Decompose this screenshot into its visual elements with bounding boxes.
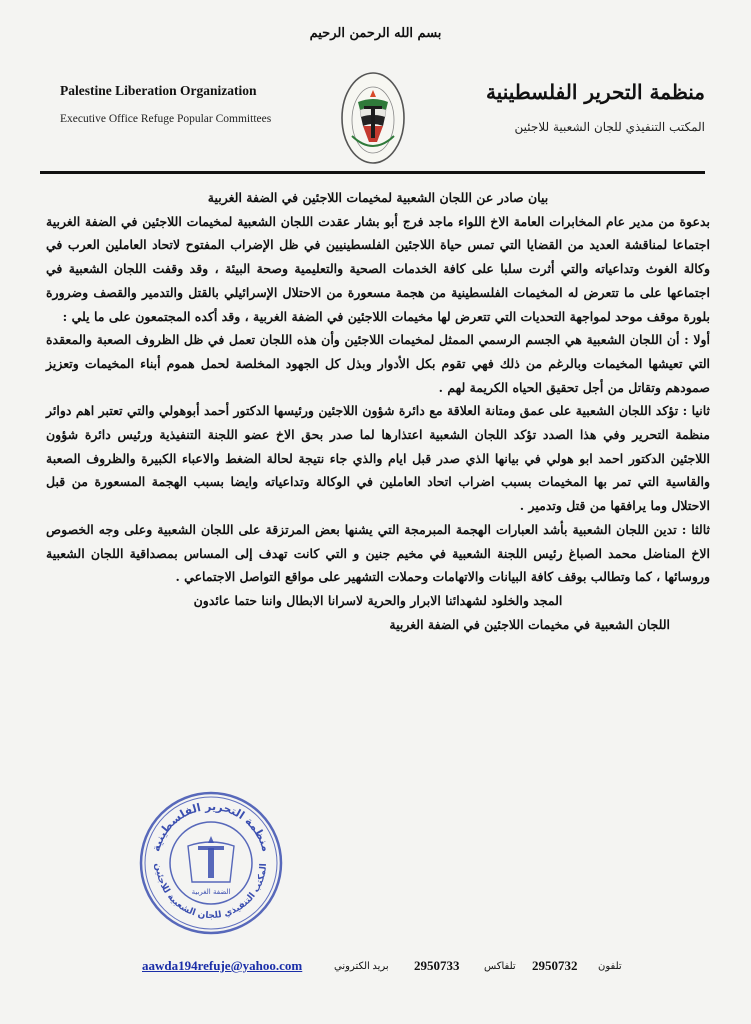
org-name-english: Palestine Liberation Organization — [60, 83, 257, 98]
statement-point-3: ثالثا : تدين اللجان الشعبية بأشد العبارات الهجمة المبرمجة التي يشنها بعض المرتزقة على اللجان الشعبية وعلى وجه الخصوص الاخ المناضل محمد الصباغ رئيس اللجنة الشعبية في مخيم جنين و التي كانت تهدف إلى المساس بمصداقية اللجان الشعبية وروسائها ، كما وتطالب بوقف كافة البيانات والاتهامات وحملات التشهير على مواقع التواصل الاجتماعي . — [46, 521, 710, 585]
fax-number: 2950733 — [414, 958, 460, 973]
stamp-outer-text: منظمة التحرير الفلسطينية — [149, 799, 273, 853]
stamp-region-text: الضفة الغربية — [191, 888, 231, 896]
org-name-arabic: منظمة التحرير الفلسطينية — [485, 80, 705, 104]
phone-label: تلفون — [598, 961, 622, 972]
statement-intro: بدعوة من مدير عام المخابرات العامة الاخ اللواء ماجد فرج أبو بشار عقدت اللجان الشعبية لمخيمات اللاجئين في الضفة الغربية اجتماعا لمناقشة العديد من القضايا التي تمس حياة اللاجئين الفلسطينيين في ظل الإضراب المفتوح لاتحاد العاملين العرب في وكالة الغوث وتداعياته والتي أثرت سلبا على كافة الخدمات الصحية والتعليمية وصحة البيئة ، وقد وقفت اللجان الشعبية في اجتماعها على ما تتعرض له المخيمات الفلسطينية من هجمة مسعورة من الاحتلال الإسرائيلي بالقتل والتدمير والقصف وضرورة بلورة موقف موحد لمواجهة التحديات التي تتعرض لها مخيمات اللاجئين في الضفة الغربية ، وقد أكده المجتمعون على ما يلي : — [46, 213, 710, 324]
email-link[interactable]: aawda194refuje@yahoo.com — [142, 958, 303, 973]
statement-point-2: ثانيا : تؤكد اللجان الشعبية على عمق ومتانة العلاقة مع دائرة شؤون اللاجئين ورئيسها الدكتور أحمد أبوهولي والتي تعتبر اهم دوائر منظمة التحرير وفي هذا الصدد تؤكد اللجان الشعبية اعتذارها لما صدر بحق الاخ عضو اللجنة التنفيذية ورئيس دائرة شؤون اللاجئين الدكتور احمد ابو هولي في بيانها الذي صدر قبل ايام والذي جاء نتيجة لحالة الضغط والاعباء الكبيرة والظروف الصعبة والقاسية التي تمر بها المخيمات بسبب اضراب اتحاد العاملين في الوكالة وتداعياته وايضا بسبب الهجمة المسعورة من قبل الاحتلال وما يرافقها من قتل وتدمير . — [46, 403, 710, 514]
statement-body — [46, 186, 710, 636]
statement-point-1: أولا : أن اللجان الشعبية هي الجسم الرسمي الممثل لمخيمات اللاجئين وأن هذه اللجان تعمل في ظل الظروف الصعبة والمعقدة التي تعيشها المخيمات وبالرغم من ذلك فهي تقوم بكل الأدوار وبذل كل الجهود المخلصة لحمل هموم أبناء المخيمات وتعزيز صمودهم وتقاتل من أجل تحقيق الحياه الكريمة لهم . — [46, 332, 710, 395]
header-divider — [40, 171, 705, 174]
office-name-english: Executive Office Refuge Popular Committees — [60, 113, 272, 125]
office-name-arabic: المكتب التنفيذي للجان الشعبية للاجئين — [514, 120, 705, 134]
fax-label: تلفاكس — [484, 961, 516, 972]
basmala: بسم الله الرحمن الرحيم — [309, 26, 442, 41]
statement-title: بيان صادر عن اللجان الشعبية لمخيمات اللاجئين في الضفة الغربية — [207, 190, 549, 205]
footer-contact — [0, 958, 751, 982]
email-label: بريد الكتروني — [334, 961, 389, 972]
closing-line: المجد والخلود لشهدائنا الابرار والحرية لاسرانا الابطال واننا حتما عائدون — [193, 592, 563, 608]
stamp-inner-text: المكتب التنفيذي للجان الشعبية للاجئين — [152, 862, 270, 922]
signature-line: اللجان الشعبية في مخيمات اللاجئين في الضفة الغربية — [389, 616, 670, 632]
official-stamp-icon — [138, 790, 284, 936]
phone-number: 2950732 — [532, 958, 578, 973]
plo-logo-icon — [340, 70, 406, 166]
